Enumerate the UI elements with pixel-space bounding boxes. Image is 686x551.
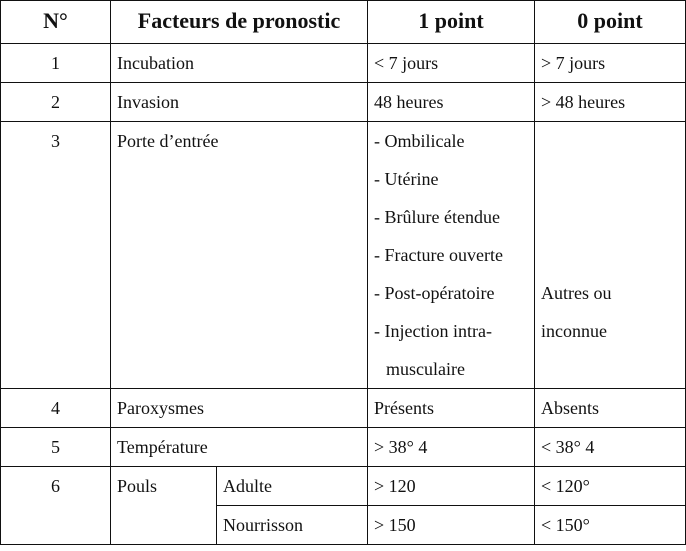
header-1-point: 1 point [368,1,535,44]
row-0-point: Absents [535,389,686,428]
row-1-point: 48 heures [368,83,535,122]
cell-line: inconnue [541,321,607,341]
row-sub-label: Nourrisson [217,506,368,545]
table-row [1,44,686,83]
row-num: 3 [1,122,111,389]
list-item: - Fracture ouverte [374,245,503,265]
cell-spacer [541,122,685,274]
row-facteur: Invasion [111,83,368,122]
row-facteur: Incubation [111,44,368,83]
list-item: musculaire [386,359,465,379]
header-num: N° [1,1,111,44]
table-row [1,389,686,428]
row-0-point: < 38° 4 [535,428,686,467]
table-row [1,122,686,389]
row-0-point: < 150° [535,506,686,545]
row-1-point: > 150 [368,506,535,545]
row-1-point: > 120 [368,467,535,506]
list-item: - Brûlure étendue [374,207,500,227]
list-item: - Injection intra- [374,321,492,341]
row-0-point: > 7 jours [535,44,686,83]
row-num: 6 [1,467,111,545]
row-1-point-list [368,122,535,389]
header-0-point: 0 point [535,1,686,44]
row-num: 1 [1,44,111,83]
row-facteur: Pouls [111,467,217,545]
row-1-point: < 7 jours [368,44,535,83]
header-facteurs: Facteurs de pronostic [111,1,368,44]
row-1-point: > 38° 4 [368,428,535,467]
row-0-point: > 48 heures [535,83,686,122]
row-facteur: Paroxysmes [111,389,368,428]
header-row [1,1,686,44]
table-row [1,428,686,467]
list-item: - Utérine [374,169,439,189]
list-item: - Ombilicale [374,131,465,151]
row-1-point: Présents [368,389,535,428]
row-0-point [535,122,686,389]
row-num: 4 [1,389,111,428]
row-num: 2 [1,83,111,122]
table-row [1,83,686,122]
row-num: 5 [1,428,111,467]
cell-line: Autres ou [541,283,612,303]
table-row [1,467,686,506]
row-0-point: < 120° [535,467,686,506]
row-facteur: Porte d’entrée [111,122,368,389]
list-item: - Post-opératoire [374,283,495,303]
row-facteur: Température [111,428,368,467]
row-sub-label: Adulte [217,467,368,506]
